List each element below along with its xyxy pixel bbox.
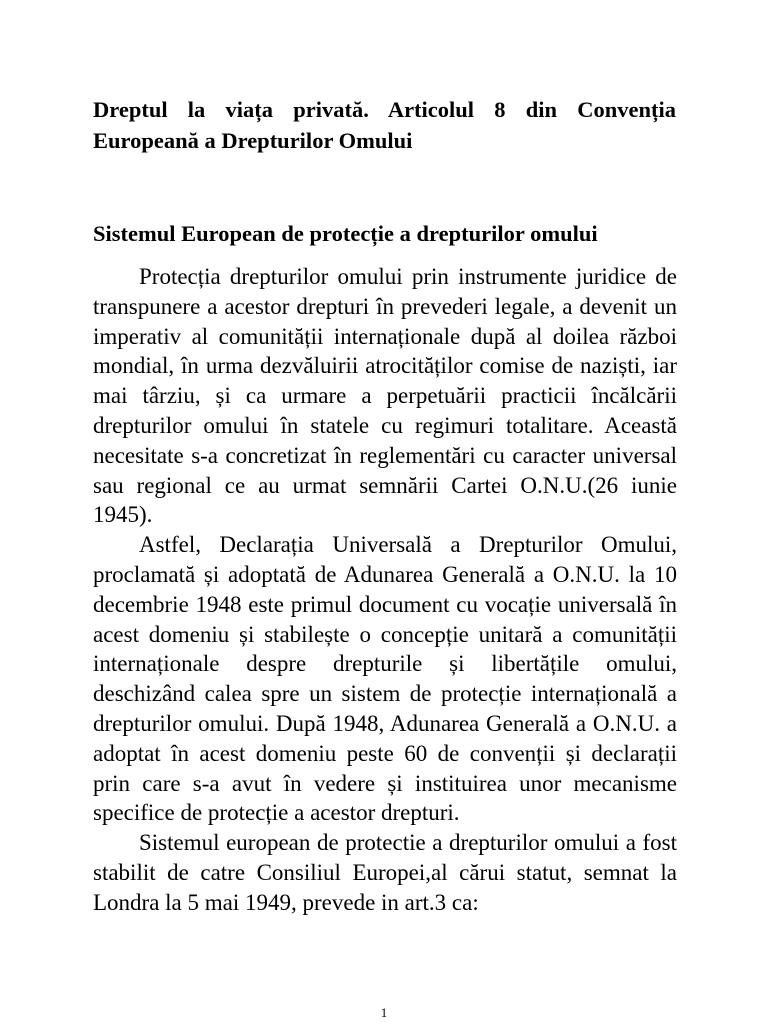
document-title: Dreptul la viața privată. Articolul 8 din Convenția Europeană a Drepturilor Omului [93,97,676,153]
paragraph-1: Protecția drepturilor omului prin instrumente juridice de transpunere a acestor drepturi în prevederi legale, a devenit un imperativ al comunității internaționale după al doilea război mondial, în urma dezvăluirii atrocităților comise de naziști, iar mai târziu, și ca urmare a perpetuării practicii încălcării drepturilor omului în statele cu regimuri totalitare. Această necesitate s-a concretizat în reglementări cu caracter universal sau regional ce au urmat semnării Cartei O.N.U.(26 iunie 1945). [93,264,677,528]
section-heading: Sistemul European de protecție a drepturilor omului [93,221,598,246]
paragraph-3: Sistemul european de protectie a drepturilor omului a fost stabilit de catre Consiliul Europei,al cărui statut, semnat la Londra la 5 mai 1949, prevede in art.3 ca: [93,830,677,915]
body-text [93,262,677,918]
paragraph-2: Astfel, Declarația Universală a Drepturilor Omului, proclamată și adoptată de Adunarea Generală a O.N.U. la 10 decembrie 1948 este primul document cu vocație universală în acest domeniu și stabilește o concepție unitară a comunității internaționale despre drepturile și libertățile omului, deschizând calea spre un sistem de protecție internațională a drepturilor omului. După 1948, Adunarea Generală a O.N.U. a adoptat în acest domeniu peste 60 de convenții și declarații prin care s-a avut în vedere și instituirea unor mecanisme specifice de protecție a acestor drepturi. [93,532,677,826]
page-number: 1 [380,1005,388,1020]
